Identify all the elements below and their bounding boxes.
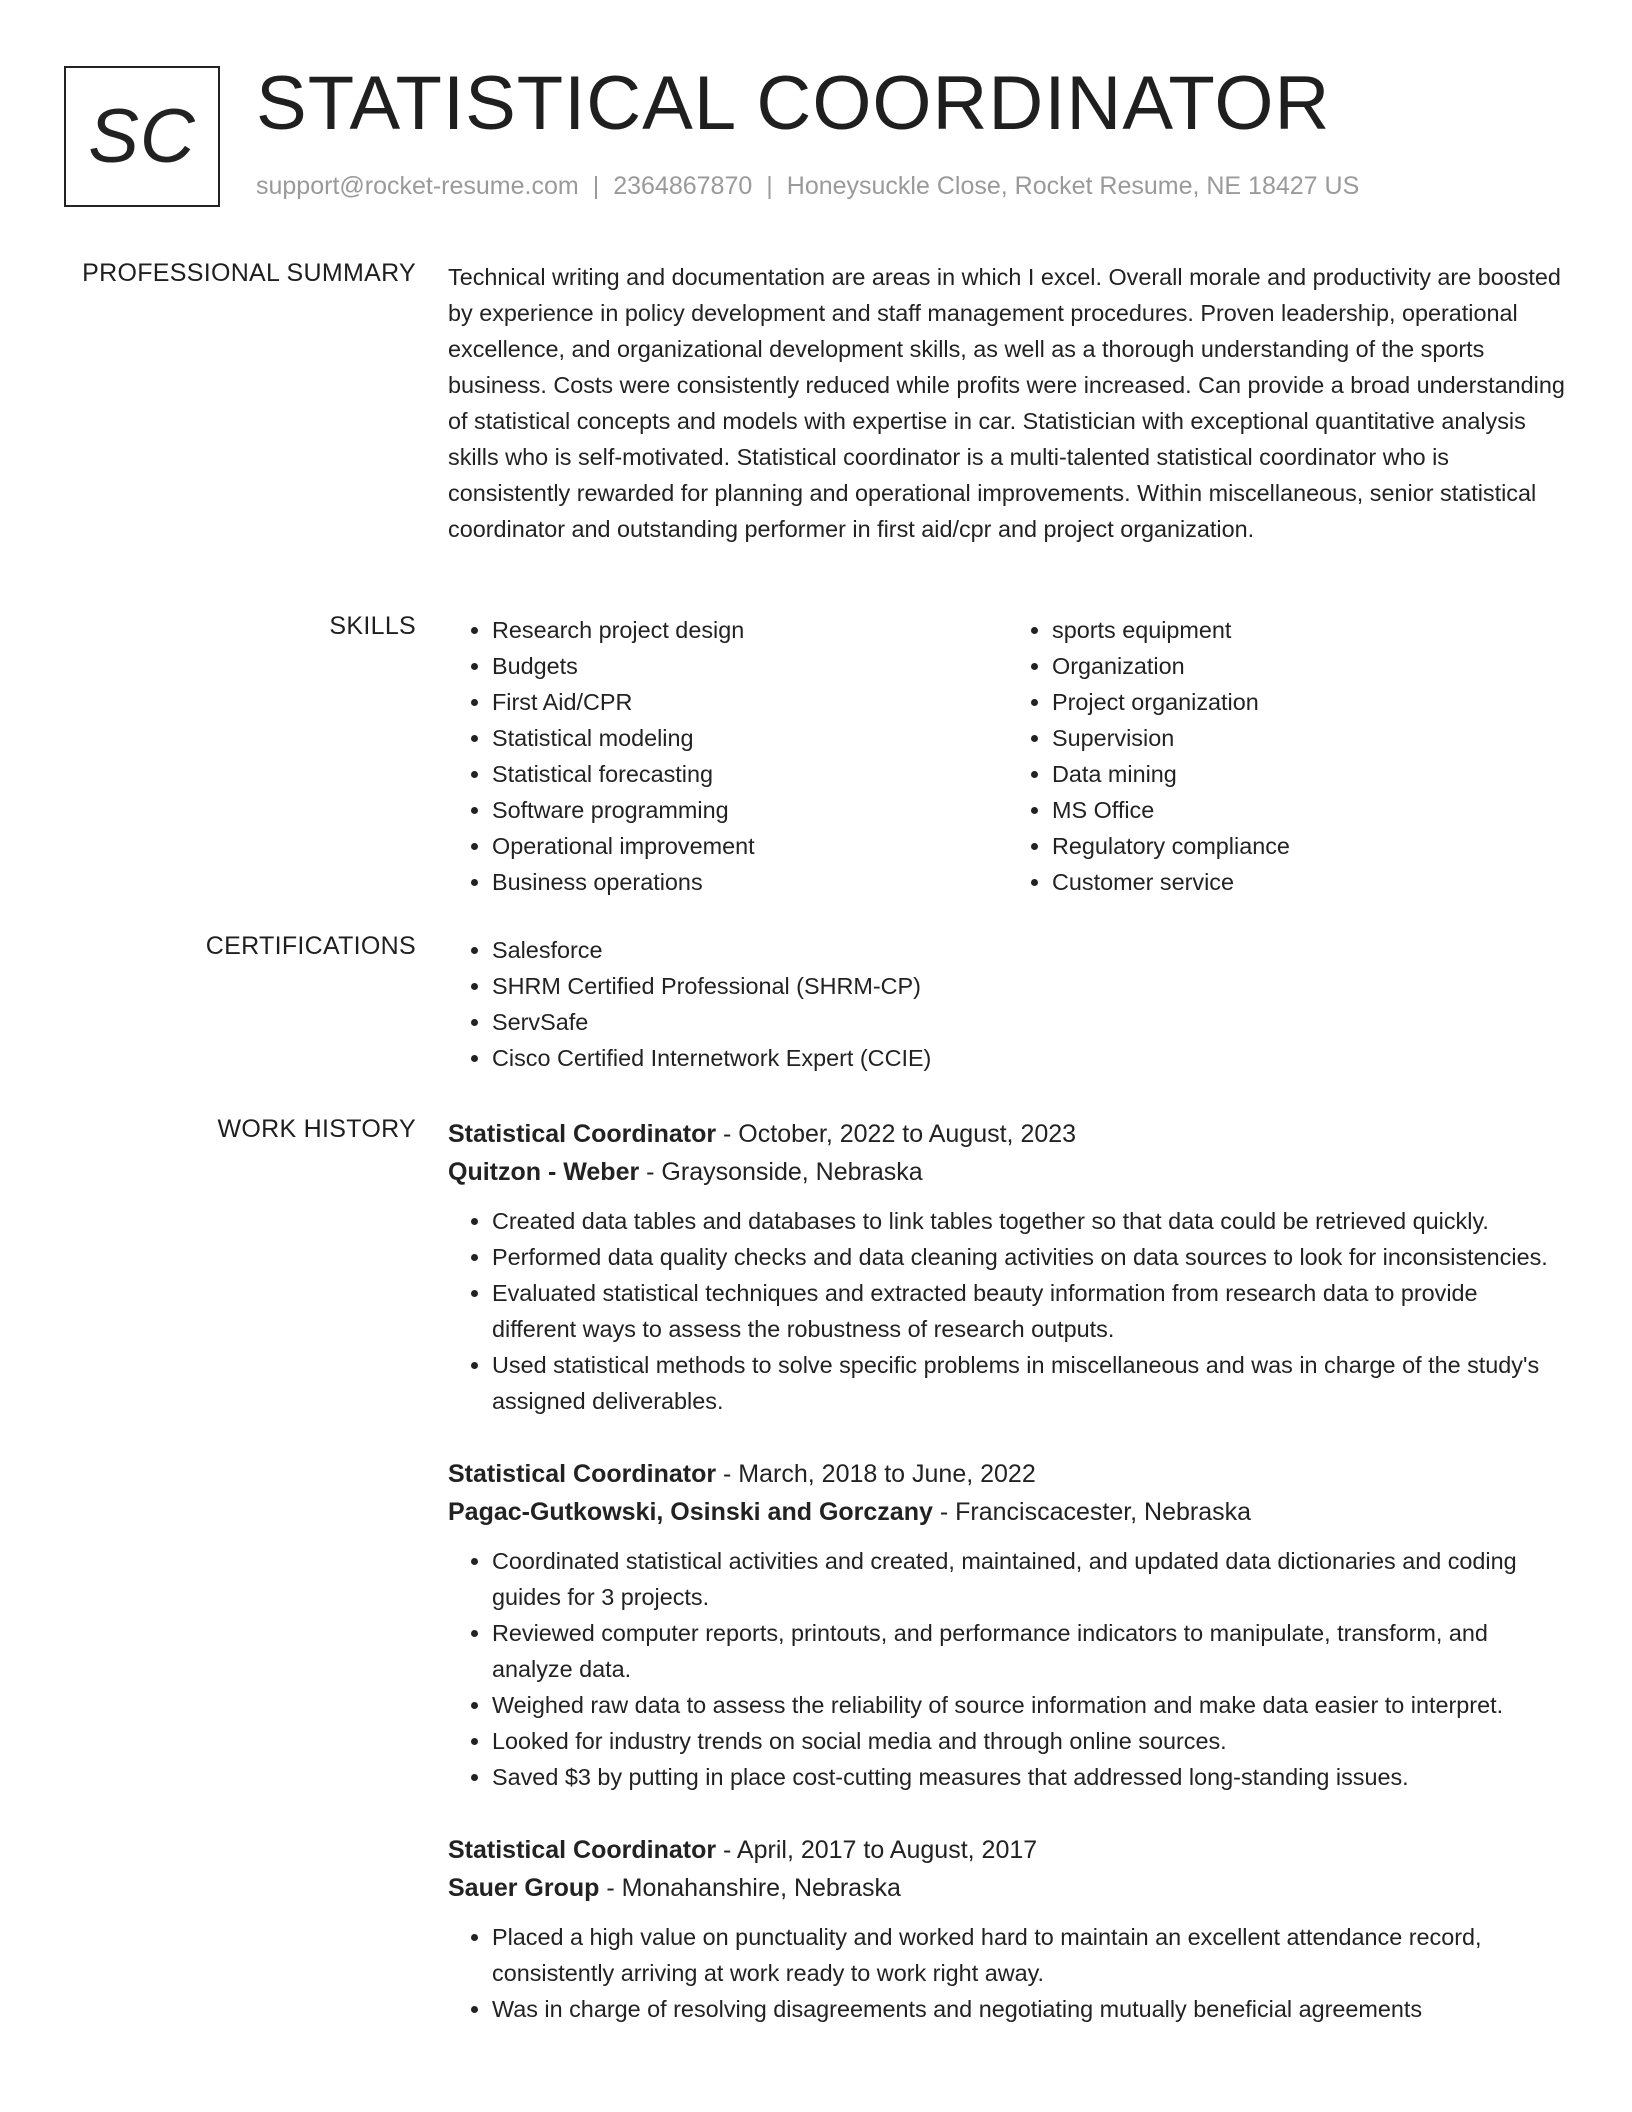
certifications-list — [448, 932, 1568, 1076]
contact-email: support@rocket-resume.com — [256, 172, 579, 200]
list-item: • Cisco Certified Internetwork Expert (CCIE) — [492, 1040, 1568, 1076]
job-dates: - April, 2017 to August, 2017 — [716, 1836, 1038, 1864]
list-item: • Coordinated statistical activities and created, maintained, and updated data dictionaries and coding guides for 3 projects. — [492, 1543, 1568, 1615]
list-item: • Salesforce — [492, 932, 1568, 968]
page-title: STATISTICAL COORDINATOR — [256, 61, 1331, 146]
list-item: • Weighed raw data to assess the reliability of source information and make data easier to interpret. — [492, 1687, 1568, 1723]
list-item: • Data mining — [1052, 756, 1568, 792]
section-label-work-history: WORK HISTORY — [217, 1115, 416, 1143]
job-dates: - March, 2018 to June, 2022 — [716, 1460, 1036, 1488]
job-title: Statistical Coordinator — [448, 1120, 717, 1148]
job-company: Sauer Group — [448, 1874, 600, 1902]
job-dates: - October, 2022 to August, 2023 — [716, 1120, 1077, 1148]
monogram: SC — [64, 66, 220, 207]
list-item: • Customer service — [1052, 864, 1568, 900]
list-item: • Statistical forecasting — [492, 756, 1008, 792]
job-title: Statistical Coordinator — [448, 1460, 717, 1488]
list-item: • Created data tables and databases to link tables together so that data could be retrieved quickly. — [492, 1203, 1568, 1239]
list-item: • Reviewed computer reports, printouts, and performance indicators to manipulate, transform, and analyze data. — [492, 1615, 1568, 1687]
list-item: • Software programming — [492, 792, 1008, 828]
contact-separator: | — [592, 172, 600, 200]
job-location: - Monahanshire, Nebraska — [599, 1874, 901, 1902]
list-item: • Supervision — [1052, 720, 1568, 756]
contact-address: Honeysuckle Close, Rocket Resume, NE 18427 US — [786, 172, 1360, 200]
resume-header — [64, 61, 1564, 211]
job-entry — [448, 1455, 1568, 1795]
job-bullets — [448, 1543, 1568, 1795]
skills-list-right — [1008, 612, 1568, 900]
job-entry — [448, 1115, 1568, 1419]
summary-body — [448, 259, 1568, 547]
section-label-summary: PROFESSIONAL SUMMARY — [82, 259, 416, 287]
list-item: • sports equipment — [1052, 612, 1568, 648]
job-company-line — [448, 1153, 1568, 1191]
job-bullets — [448, 1203, 1568, 1419]
job-entry — [448, 1831, 1568, 2027]
list-item: • Used statistical methods to solve specific problems in miscellaneous and was in charge of the study's assigned deliverables. — [492, 1347, 1568, 1419]
certifications-body — [448, 932, 1568, 1076]
list-item: • Statistical modeling — [492, 720, 1008, 756]
list-item: • Budgets — [492, 648, 1008, 684]
list-item: • First Aid/CPR — [492, 684, 1008, 720]
list-item: • Looked for industry trends on social media and through online sources. — [492, 1723, 1568, 1759]
job-location: - Graysonside, Nebraska — [639, 1158, 923, 1186]
list-item: • Placed a high value on punctuality and worked hard to maintain an excellent attendance record, consistently arriving at work ready to work right away. — [492, 1919, 1568, 1991]
job-company-line — [448, 1869, 1568, 1907]
list-item: • Research project design — [492, 612, 1008, 648]
contact-phone: 2364867870 — [613, 172, 753, 200]
job-title-line — [448, 1831, 1568, 1869]
work-history-body — [448, 1115, 1568, 2063]
job-location: - Franciscacester, Nebraska — [932, 1498, 1252, 1526]
list-item: • MS Office — [1052, 792, 1568, 828]
list-item: • ServSafe — [492, 1004, 1568, 1040]
list-item: • Business operations — [492, 864, 1008, 900]
list-item: • Was in charge of resolving disagreements and negotiating mutually beneficial agreements — [492, 1991, 1568, 2027]
list-item: • Project organization — [1052, 684, 1568, 720]
contact-line — [256, 172, 1359, 201]
skills-columns — [448, 612, 1568, 900]
section-label-certifications: CERTIFICATIONS — [205, 932, 416, 960]
job-bullets — [448, 1919, 1568, 2027]
job-company-line — [448, 1493, 1568, 1531]
summary-text: Technical writing and documentation are areas in which I excel. Overall morale and productivity are boosted by experience in policy development and staff management procedures. Proven leadership, operational excellence, and organizational development skills, as well as a thorough understanding of the sports business. Costs were consistently reduced while profits were increased. Can provide a broad understanding of statistical concepts and models with expertise in car. Statistician with exceptional quantitative analysis skills who is self-motivated. Statistical coordinator is a multi-talented statistical coordinator who is consistently rewarded for planning and operational improvements. Within miscellaneous, senior statistical coordinator and outstanding performer in first aid/cpr and project organization. — [448, 264, 1565, 542]
list-item: • Saved $3 by putting in place cost-cutting measures that addressed long-standing issues. — [492, 1759, 1568, 1795]
list-item: • Evaluated statistical techniques and extracted beauty information from research data to provide different ways to assess the robustness of research outputs. — [492, 1275, 1568, 1347]
list-item: • SHRM Certified Professional (SHRM-CP) — [492, 968, 1568, 1004]
skills-list-left — [448, 612, 1008, 900]
job-title-line — [448, 1455, 1568, 1493]
job-title: Statistical Coordinator — [448, 1836, 717, 1864]
contact-separator: | — [766, 172, 773, 200]
skills-body — [448, 612, 1568, 900]
section-label-skills: SKILLS — [329, 612, 416, 640]
list-item: • Organization — [1052, 648, 1568, 684]
list-item: • Operational improvement — [492, 828, 1008, 864]
job-company: Pagac-Gutkowski, Osinski and Gorczany — [448, 1498, 933, 1526]
job-title-line — [448, 1115, 1568, 1153]
list-item: • Regulatory compliance — [1052, 828, 1568, 864]
job-company: Quitzon - Weber — [448, 1158, 640, 1186]
list-item: • Performed data quality checks and data cleaning activities on data sources to look for inconsistencies. — [492, 1239, 1568, 1275]
